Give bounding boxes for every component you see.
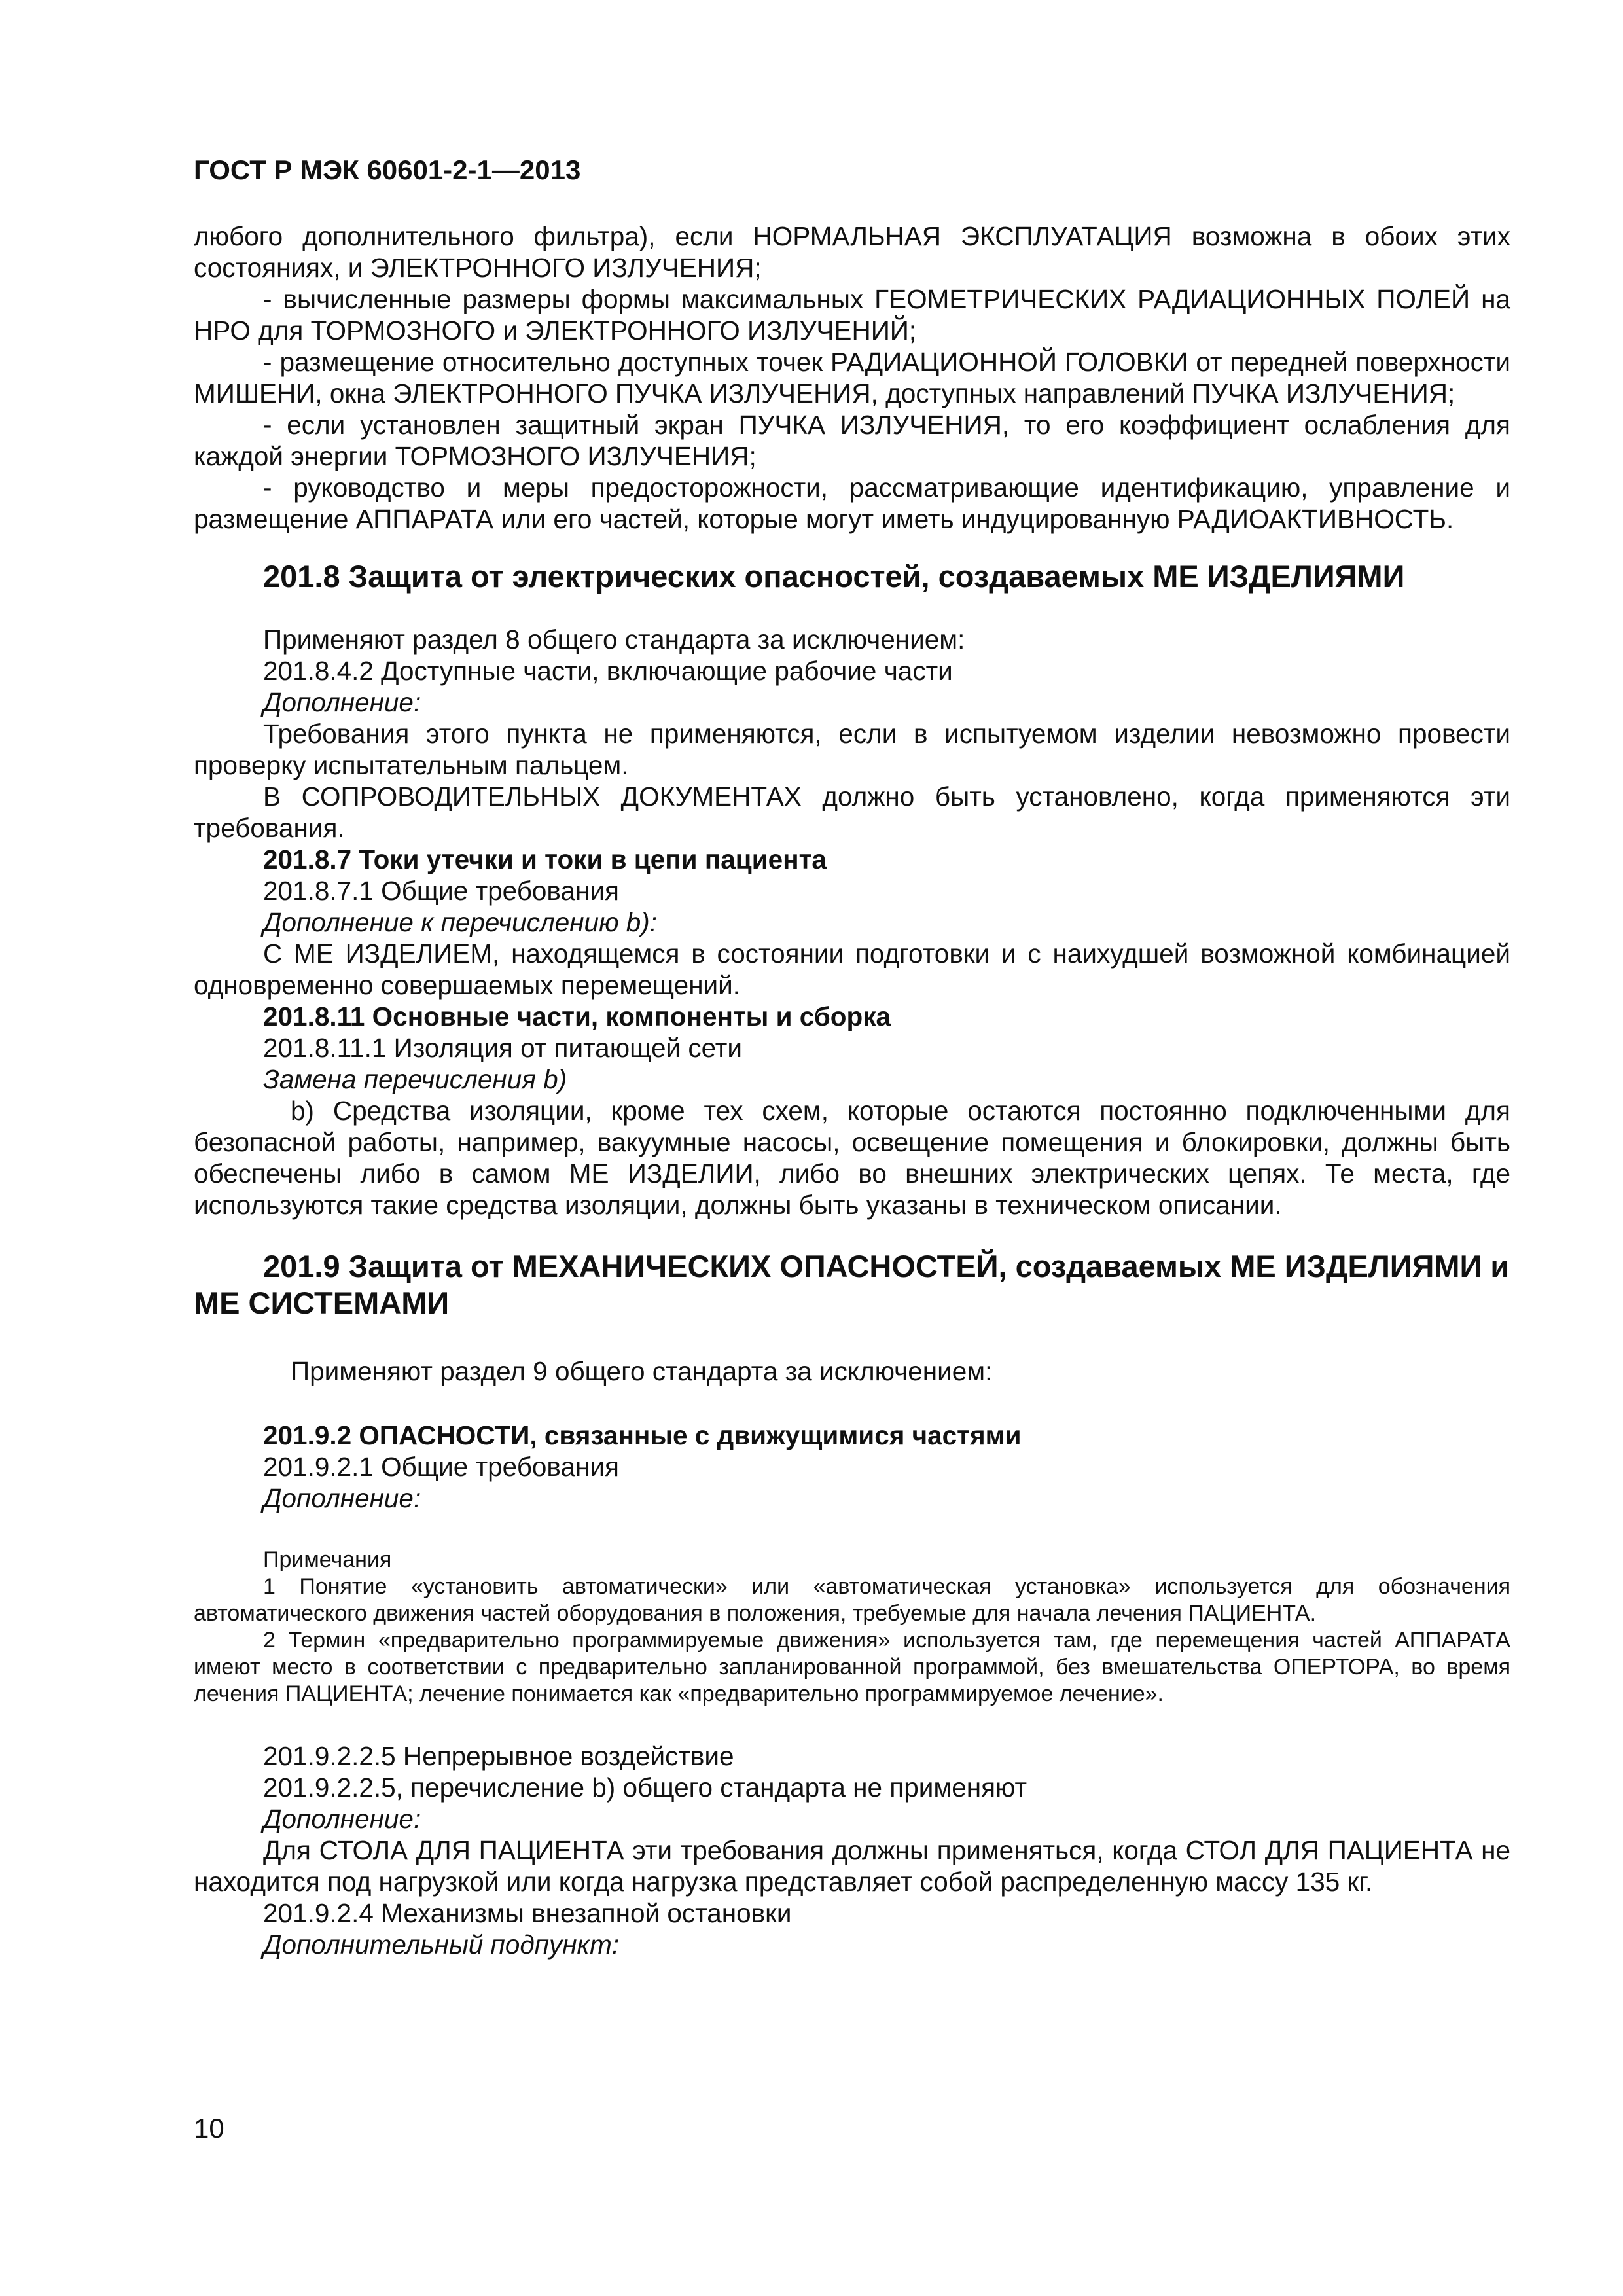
list-item: - размещение относительно доступных точек РАДИАЦИОННОЙ ГОЛОВКИ от передней поверхности МИШЕНИ, окна ЭЛЕКТРОННОГО ПУЧКА ИЗЛУЧЕНИЯ, доступных направлений ПУЧКА ИЗЛУЧЕНИЯ;: [194, 347, 1510, 408]
clause-title: 201.8.4.2 Доступные части, включающие рабочие части: [263, 656, 953, 686]
paragraph: Требования этого пункта не применяются, если в испытуемом изделии невозможно провести проверку испытательным пальцем.: [194, 719, 1510, 780]
note-item: 2 Термин «предварительно программируемые движения» используется там, где перемещения частей АППАРАТА имеют место в соответствии с предварительно запланированной программой, без вмешательства ОПЕРТОРА, во время лечения ПАЦИЕНТА; лечение понимается как «предварительно программируемое лечение».: [194, 1628, 1510, 1706]
notes-title: Примечания: [263, 1547, 392, 1572]
subsection-heading-201-8-7: 201.8.7 Токи утечки и токи в цепи пациента: [263, 844, 827, 874]
notes-block: [194, 1547, 1510, 1708]
clause-title: 201.9.2.4 Механизмы внезапной остановки: [263, 1898, 792, 1928]
addition-label: Дополнение к перечислению b):: [263, 907, 658, 937]
section-heading-201-9: 201.9 Защита от МЕХАНИЧЕСКИХ ОПАСНОСТЕЙ, создаваемых МЕ ИЗДЕЛИЯМИ и МЕ СИСТЕМАМИ: [194, 1249, 1510, 1320]
note-item: 1 Понятие «установить автоматически» или «автоматическая установка» используется для обозначения автоматического движения частей оборудования в положения, требуемые для начала лечения ПАЦИЕНТА.: [194, 1574, 1510, 1626]
clause-title: 201.8.7.1 Общие требования: [263, 876, 619, 906]
subsection-heading-201-9-2: 201.9.2 ОПАСНОСТИ, связанные с движущимися частями: [263, 1420, 1022, 1450]
list-item: - руководство и меры предосторожности, рассматривающие идентификацию, управление и размещение АППАРАТА или его частей, которые могут иметь индуцированную РАДИОАКТИВНОСТЬ.: [194, 473, 1510, 534]
list-item: - если установлен защитный экран ПУЧКА ИЗЛУЧЕНИЯ, то его коэффициент ослабления для каждой энергии ТОРМОЗНОГО ИЗЛУЧЕНИЯ;: [194, 410, 1510, 471]
document-page: [194, 154, 1510, 1960]
addition-label: Дополнение:: [263, 1804, 421, 1834]
paragraph: С МЕ ИЗДЕЛИЕМ, находящемся в состоянии подготовки и с наихудшей возможной комбинацией одновременно совершаемых перемещений.: [194, 939, 1510, 1000]
running-header: ГОСТ Р МЭК 60601-2-1—2013: [194, 154, 581, 185]
additional-subclause-label: Дополнительный подпункт:: [263, 1929, 620, 1960]
clause-title: 201.9.2.1 Общие требования: [263, 1452, 619, 1482]
replacement-label: Замена перечисления b): [263, 1064, 567, 1094]
addition-label: Дополнение:: [263, 1483, 421, 1513]
clause-title: 201.8.11.1 Изоляция от питающей сети: [263, 1033, 742, 1063]
paragraph: Применяют раздел 8 общего стандарта за исключением:: [263, 624, 965, 655]
page-number: 10: [194, 2113, 224, 2144]
list-item: - вычисленные размеры формы максимальных ГЕОМЕТРИЧЕСКИХ РАДИАЦИОННЫХ ПОЛЕЙ на НРО для ТОРМОЗНОГО и ЭЛЕКТРОННОГО ИЗЛУЧЕНИЙ;: [194, 284, 1510, 346]
addition-label: Дополнение:: [263, 687, 421, 717]
clause-title: 201.9.2.2.5 Непрерывное воздействие: [263, 1741, 734, 1771]
section-heading-201-8: 201.8 Защита от электрических опасностей, создаваемых МЕ ИЗДЕЛИЯМИ: [263, 559, 1405, 594]
subsection-heading-201-8-11: 201.8.11 Основные части, компоненты и сборка: [263, 1001, 891, 1031]
paragraph: любого дополнительного фильтра), если НОРМАЛЬНАЯ ЭКСПЛУАТАЦИЯ возможна в обоих этих состояниях, и ЭЛЕКТРОННОГО ИЗЛУЧЕНИЯ;: [194, 221, 1510, 283]
paragraph: Для СТОЛА ДЛЯ ПАЦИЕНТА эти требования должны применяться, когда СТОЛ ДЛЯ ПАЦИЕНТА не находится под нагрузкой или когда нагрузка представляет собой распределенную массу 135 кг.: [194, 1835, 1510, 1897]
paragraph: b) Средства изоляции, кроме тех схем, которые остаются постоянно подключенными для безопасной работы, например, вакуумные насосы, освещение помещения и блокировки, должны быть обеспечены либо в самом МЕ ИЗДЕЛИИ, либо во внешних электрических цепях. Те места, где используются такие средства изоляции, должны быть указаны в техническом описании.: [194, 1096, 1510, 1220]
paragraph: В СОПРОВОДИТЕЛЬНЫХ ДОКУМЕНТАХ должно быть установлено, когда применяются эти требования.: [194, 781, 1510, 843]
clause-title: 201.9.2.2.5, перечисление b) общего стандарта не применяют: [263, 1772, 1027, 1803]
paragraph: Применяют раздел 9 общего стандарта за исключением:: [291, 1356, 993, 1386]
